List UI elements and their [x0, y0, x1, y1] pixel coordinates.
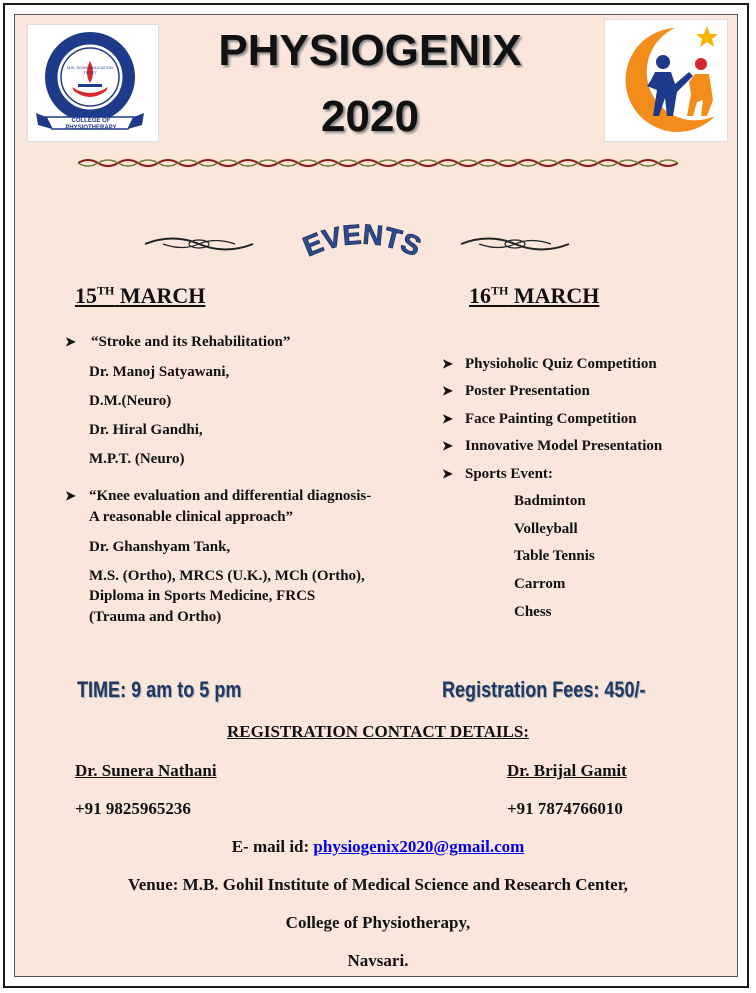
talk1-speaker-2: D.M.(Neuro)	[89, 393, 172, 409]
venue-line-3: Navsari.	[347, 951, 409, 970]
day1-date-month: MARCH	[119, 283, 206, 308]
bullet-arrow-icon: ➤	[442, 411, 453, 426]
day1-date-suffix: TH	[97, 283, 115, 298]
contact-person-1-phone: +91 9825965236	[75, 799, 191, 818]
bullet-arrow-icon: ➤	[442, 438, 453, 453]
day2-date-suffix: TH	[491, 283, 509, 298]
bullet-arrow-icon: ➤	[442, 466, 453, 481]
day2-event-4: Innovative Model Presentation	[465, 438, 663, 454]
bullet-arrow-icon: ➤	[65, 488, 76, 503]
talk2-qual-3: (Trauma and Ortho)	[89, 609, 222, 625]
event-title: PHYSIOGENIX	[218, 26, 522, 75]
contact-person-2-name: Dr. Brijal Gamit	[507, 761, 627, 780]
events-heading-text: EVENTS	[298, 222, 426, 263]
email-label: E- mail id:	[231, 837, 314, 856]
bullet-arrow-icon: ➤	[65, 334, 76, 349]
event-year: 2020	[321, 92, 419, 141]
physiogenix-logo	[604, 19, 728, 142]
venue-line-2: College of Physiotherapy,	[285, 913, 471, 932]
talk2-speaker: Dr. Ghanshyam Tank,	[89, 539, 231, 555]
sport-item-1: Badminton	[514, 493, 586, 509]
contact-person-1-name: Dr. Sunera Nathani	[75, 761, 217, 780]
contact-heading: REGISTRATION CONTACT DETAILS:	[227, 722, 529, 741]
registration-fees: Registration Fees: 450/-	[442, 677, 646, 702]
talk2-qual-1: M.S. (Ortho), MRCS (U.K.), MCh (Ortho),	[89, 568, 365, 584]
day2-event-3: Face Painting Competition	[465, 411, 637, 427]
bullet-arrow-icon: ➤	[442, 383, 453, 398]
email-link[interactable]: physiogenix2020@gmail.com	[313, 837, 525, 856]
sport-item-3: Table Tennis	[514, 548, 595, 564]
contact-person-2-phone: +91 7874766010	[507, 799, 623, 818]
day2-event-1: Physioholic Quiz Competition	[465, 356, 657, 372]
talk1-title: “Stroke and its Rehabilitation”	[91, 334, 291, 350]
flourish-left-icon	[143, 233, 255, 255]
talk2-title-line1: “Knee evaluation and differential diagnosis-	[89, 488, 372, 504]
day2-event-2: Poster Presentation	[465, 383, 590, 399]
talk1-speaker-4: M.P.T. (Neuro)	[89, 451, 185, 467]
talk2-title-line2: A reasonable clinical approach”	[89, 509, 294, 525]
venue-line-1: Venue: M.B. Gohil Institute of Medical Science and Research Center,	[128, 875, 628, 894]
flourish-right-icon	[459, 233, 571, 255]
day2-date-month: MARCH	[513, 283, 600, 308]
talk2-qual-2: Diploma in Sports Medicine, FRCS	[89, 588, 316, 604]
institute-logo-banner-text: COLLEGE OF PHYSIOTHERAPY	[65, 118, 117, 131]
day1-date-heading	[75, 283, 205, 309]
bullet-arrow-icon: ➤	[442, 356, 453, 371]
sport-item-2: Volleyball	[514, 521, 578, 537]
sport-item-4: Carrom	[514, 576, 566, 592]
institute-logo-inner-text: M.B. GOHIL EDUCATION TRUST	[66, 65, 113, 75]
email-line	[100, 837, 656, 857]
institute-logo	[27, 24, 159, 142]
events-heading	[282, 222, 442, 272]
talk1-speaker-1: Dr. Manoj Satyawani,	[89, 364, 230, 380]
day1-date-number: 15	[75, 283, 97, 308]
day2-date-heading	[469, 283, 599, 309]
event-time: TIME: 9 am to 5 pm	[77, 677, 242, 702]
sport-item-5: Chess	[514, 604, 552, 620]
talk1-speaker-3: Dr. Hiral Gandhi,	[89, 422, 203, 438]
decorative-vine-divider-icon	[78, 155, 678, 171]
svg-text:EVENTS	[299, 222, 426, 262]
day2-date-number: 16	[469, 283, 491, 308]
day2-event-5: Sports Event:	[465, 466, 553, 482]
